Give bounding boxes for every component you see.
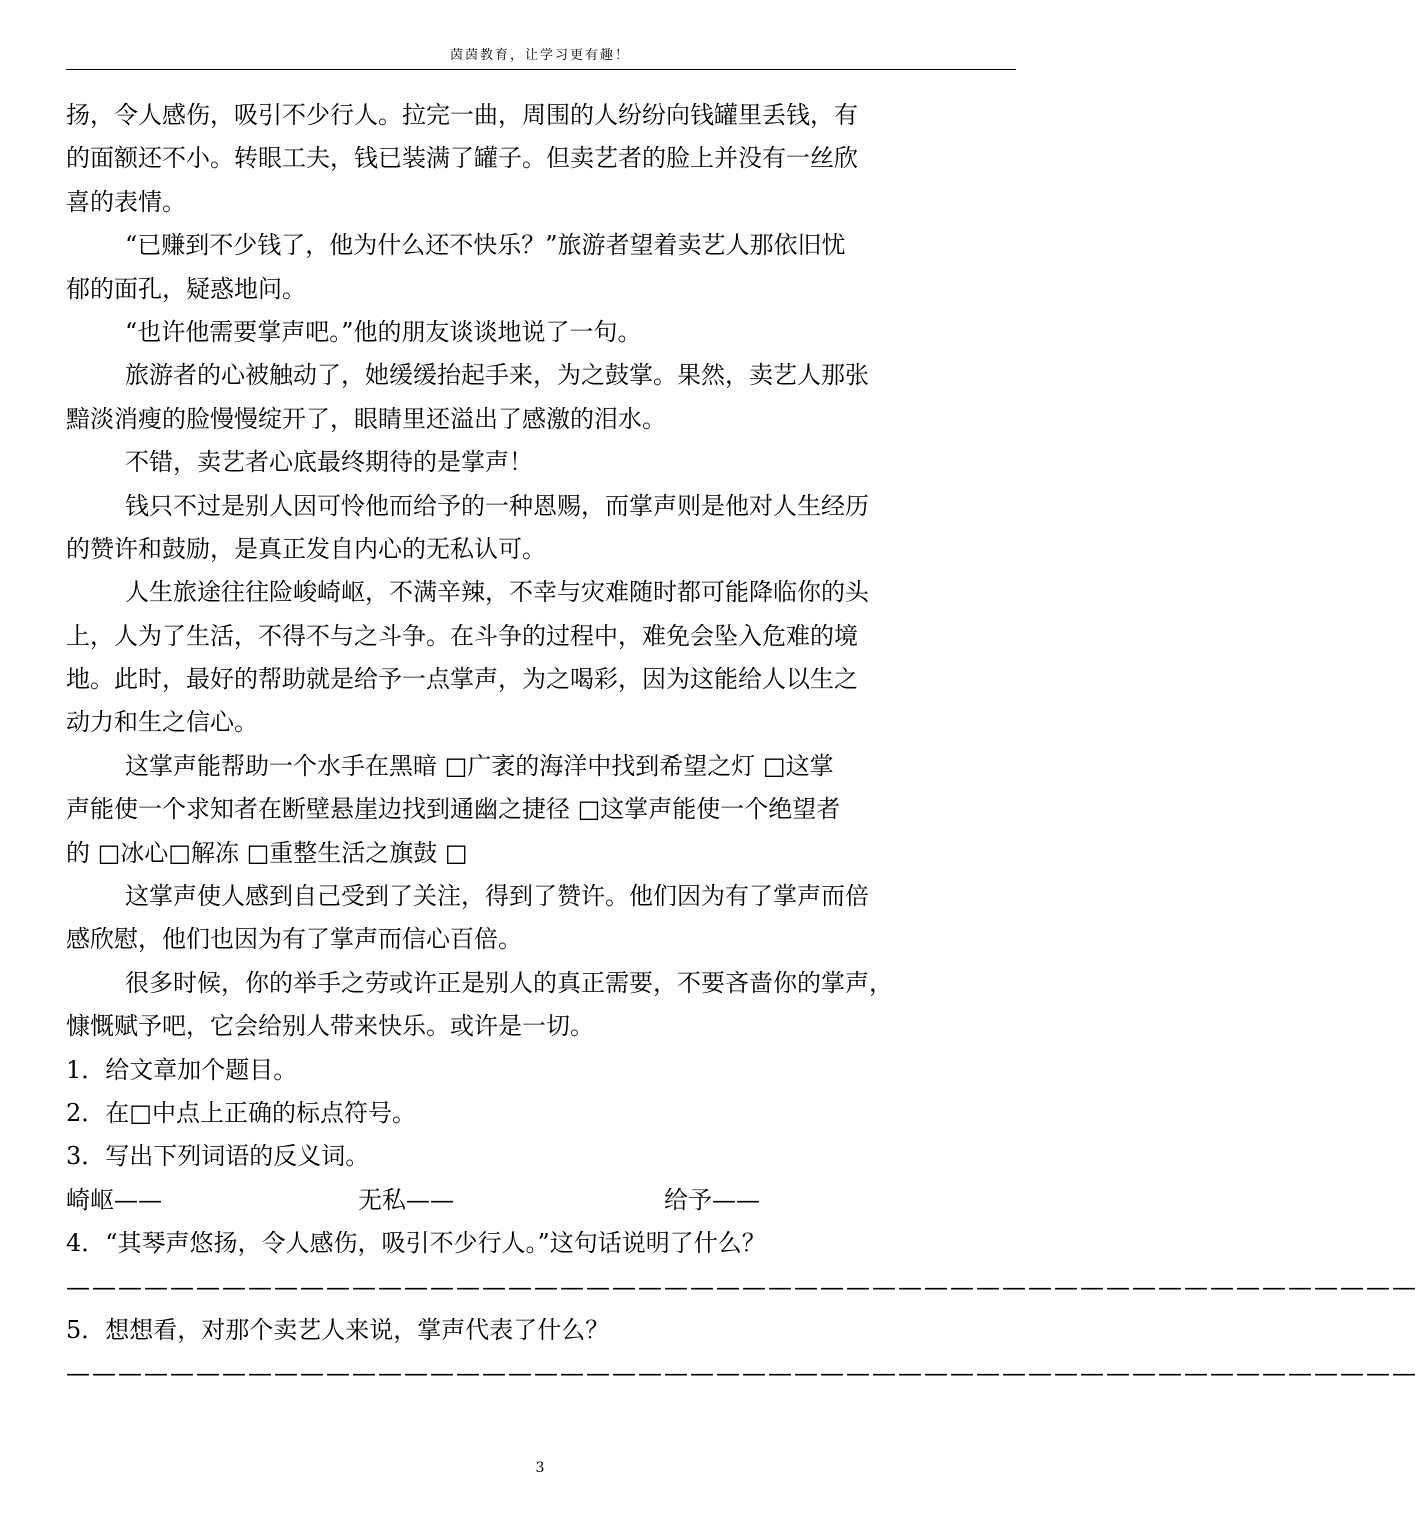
document-body bbox=[66, 94, 1418, 1396]
text-line: 这掌声使人感到自己受到了关注，得到了赞许。他们因为有了掌声而倍 bbox=[125, 882, 869, 911]
page-number: 3 bbox=[535, 1460, 545, 1476]
antonym-prompts bbox=[66, 1179, 1018, 1222]
text-line: 这掌声能帮助一个水手在黑暗 □广袤的海洋中找到希望之灯 □这掌 bbox=[125, 751, 834, 780]
text-line: 旅游者的心被触动了，她缓缓抬起手来，为之鼓掌。果然，卖艺人那张 bbox=[125, 361, 869, 390]
header-divider bbox=[66, 69, 1016, 70]
text-line: 不错，卖艺者心底最终期待的是掌声！ bbox=[125, 448, 533, 477]
text-line: 声能使一个求知者在断壁悬崖边找到通幽之捷径 □这掌声能使一个绝望者 bbox=[66, 795, 841, 824]
text-line: 动力和生之信心。 bbox=[66, 708, 258, 737]
text-line: “已赚到不少钱了，他为什么还不快乐？”旅游者望着卖艺人那依旧忧 bbox=[125, 231, 846, 260]
text-line: 扬，令人感伤，吸引不少行人。拉完一曲，周围的人纷纷向钱罐里丢钱，有 bbox=[66, 101, 858, 129]
text-line: “也许他需要掌声吧。”他的朋友谈谈地说了一句。 bbox=[125, 317, 642, 346]
text-line: 的面额还不小。转眼工夫，钱已装满了罐子。但卖艺者的脸上并没有一丝欣 bbox=[66, 144, 858, 173]
answer-line: ———————————————————————————————————————————————————— bbox=[66, 1359, 1418, 1388]
text-line: 地。此时，最好的帮助就是给予一点掌声，为之喝彩，因为这能给人以生之 bbox=[66, 665, 858, 694]
text-line: 的 □冰心□解冻 □重整生活之旗鼓 □ bbox=[66, 838, 468, 867]
antonym-prompt: 无私—— bbox=[358, 1185, 454, 1214]
question-4: 4．“其琴声悠扬，令人感伤，吸引不少行人。”这句话说明了什么？ bbox=[66, 1229, 766, 1258]
text-line: 黯淡消瘦的脸慢慢绽开了，眼睛里还溢出了感激的泪水。 bbox=[66, 404, 666, 433]
text-line: 慷慨赋予吧，它会给别人带来快乐。或许是一切。 bbox=[66, 1012, 594, 1041]
text-line: 的赞许和鼓励，是真正发自内心的无私认可。 bbox=[66, 534, 546, 563]
text-line: 很多时候，你的举手之劳或许正是别人的真正需要，不要吝啬你的掌声， bbox=[125, 968, 893, 997]
text-line: 人生旅途往往险峻崎岖，不满辛辣，不幸与灾难随时都可能降临你的头 bbox=[125, 578, 869, 607]
antonym-prompt: 崎岖—— bbox=[66, 1185, 162, 1214]
page-header: 茵茵教育，让学习更有趣！ bbox=[449, 48, 630, 63]
question-5: 5．想想看，对那个卖艺人来说，掌声代表了什么？ bbox=[66, 1315, 610, 1344]
text-line: 钱只不过是别人因可怜他而给予的一种恩赐，而掌声则是他对人生经历 bbox=[125, 491, 869, 520]
question-3: 3．写出下列词语的反义词。 bbox=[66, 1142, 370, 1171]
question-1: 1．给文章加个题目。 bbox=[66, 1055, 298, 1084]
text-line: 感欣慰，他们也因为有了掌声而信心百倍。 bbox=[66, 925, 522, 954]
question-2: 2．在□中点上正确的标点符号。 bbox=[66, 1098, 416, 1127]
text-line: 上，人为了生活，不得不与之斗争。在斗争的过程中，难免会坠入危难的境 bbox=[66, 621, 858, 650]
answer-line: ———————————————————————————————————————————————————— bbox=[66, 1272, 1418, 1301]
antonym-prompt: 给予—— bbox=[664, 1185, 760, 1214]
text-line: 喜的表情。 bbox=[66, 187, 186, 216]
text-line: 郁的面孔，疑惑地问。 bbox=[66, 274, 306, 303]
